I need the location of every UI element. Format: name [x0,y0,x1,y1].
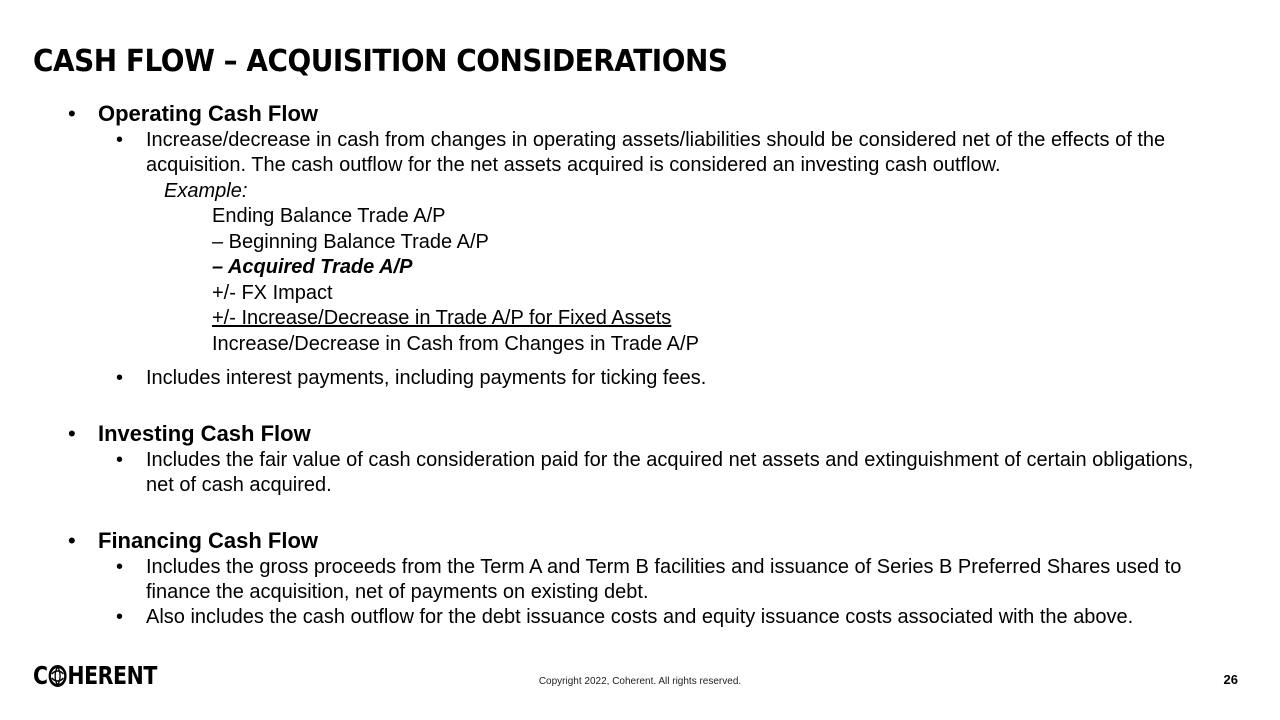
bullet: • [116,555,124,578]
bullet-text: Includes interest payments, including payments for ticking fees. [146,366,707,389]
calc-line-beginning-balance: – Beginning Balance Trade A/P [212,230,489,253]
bullet: • [68,420,76,446]
example-label: Example: [164,180,248,202]
operating-bullet-1 [0,128,1280,178]
bullet: • [116,366,124,389]
bullet: • [116,448,124,471]
bullet: • [68,527,76,553]
example-calculation [0,204,1280,358]
calc-line-fx-impact: +/- FX Impact [212,281,333,304]
bullet: • [68,101,76,126]
calc-line-result: Increase/Decrease in Cash from Changes in Trade A/P [212,332,699,355]
bullet: • [116,129,124,151]
copyright-notice: Copyright 2022, Coherent. All rights reserved. [538,676,742,687]
calc-line-ending-balance: Ending Balance Trade A/P [212,205,446,227]
financing-bullet-1 [0,555,1280,605]
section-heading-investing [0,420,1280,448]
slide-content [0,100,1280,630]
section-heading-financing [0,527,1280,555]
slide-title: CASH FLOW – ACQUISITION CONSIDERATIONS [33,44,728,79]
heading-text: Financing Cash Flow [98,527,319,553]
section-heading-operating [0,100,1280,128]
heading-text: Operating Cash Flow [98,101,319,126]
bullet-text: Includes the gross proceeds from the Term A and Term B facilities and issuance of Series B Preferred Shares used to finance the acquisition, net of payments on existing debt. [146,555,1182,603]
bullet-text: Also includes the cash outflow for the debt issuance costs and equity issuance costs associated with the above. [146,605,1134,628]
financing-bullet-2 [0,605,1280,630]
operating-bullet-2 [0,366,1280,391]
page-number: 26 [1223,672,1238,687]
heading-text: Investing Cash Flow [98,420,311,446]
calc-line-fixed-assets [212,306,1280,332]
calc-line-fixed-assets-text: +/- Increase/Decrease in Trade A/P for Fixed Assets [212,307,672,330]
bullet: • [116,605,124,628]
calc-line-acquired: – Acquired Trade A/P [212,256,413,279]
logo-text-right: HERENT [67,661,157,690]
investing-bullet-1 [0,448,1280,498]
bullet-text: Increase/decrease in cash from changes in operating assets/liabilities should be considered net of the effects of the acquisition. The cash outflow for the net assets acquired is considered an investing cash outflow. [146,129,1166,176]
bullet-text: Includes the fair value of cash consideration paid for the acquired net assets and extinguishment of certain obligations, net of cash acquired. [146,448,1194,496]
logo-text-left: C [33,661,48,690]
